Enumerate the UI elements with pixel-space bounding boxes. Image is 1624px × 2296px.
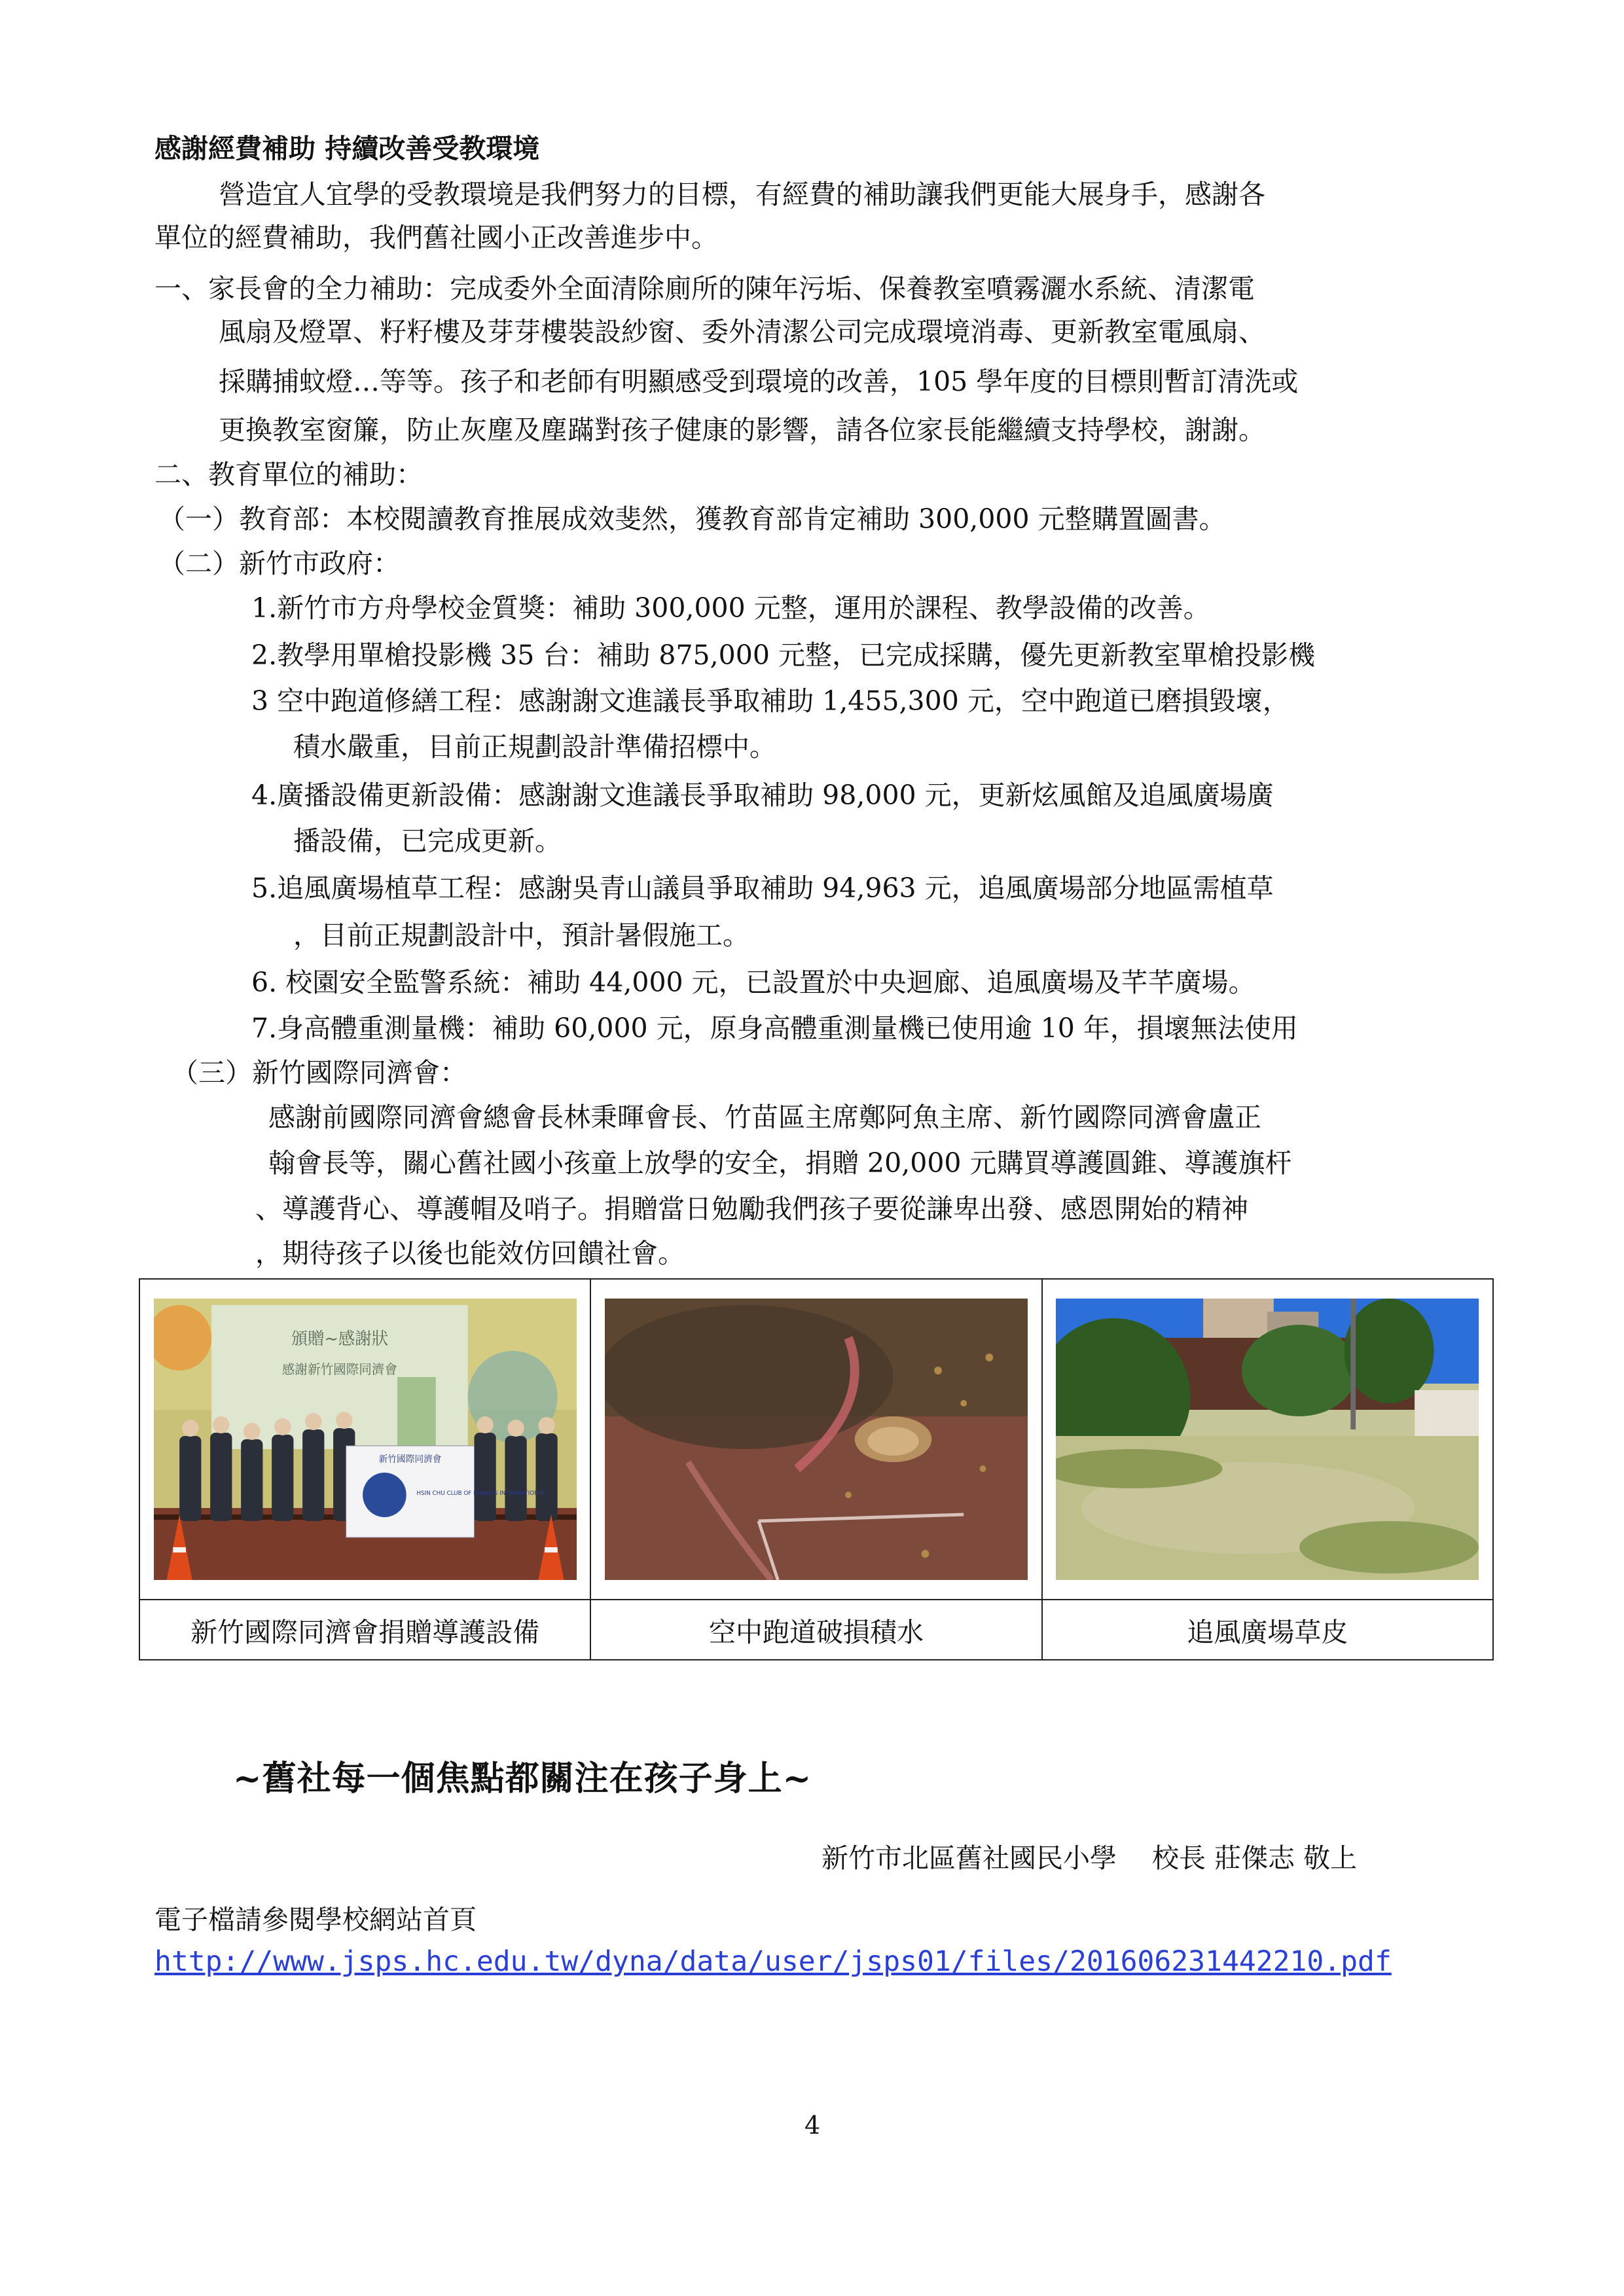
sub2-item-4: 4.廣播設備更新設備：感謝謝文進議長爭取補助 98,000 元，更新炫風館及追風廣場廣 xyxy=(251,780,1274,811)
ebook-link[interactable]: http://www.jsps.hc.edu.tw/dyna/data/user/jsps01/files/201606231442210.pdf xyxy=(154,1945,1392,1978)
screen-text-1: 頒贈~感謝狀 xyxy=(291,1329,388,1350)
sub3-line-3: 、導護背心、導護帽及哨子。捐贈當日勉勵我們孩子要從謙卑出發、感恩開始的精神 xyxy=(255,1193,1248,1225)
sub3-line-1: 感謝前國際同濟會總會長林秉暉會長、竹苗區主席鄭阿魚主席、新竹國際同濟會盧正 xyxy=(268,1102,1261,1133)
sub2-item-2: 2.教學用單槍投影機 35 台：補助 875,000 元整，已完成採購，優先更新教室單槍投影機 xyxy=(251,639,1315,671)
sub2-item-5-cont: ，目前正規劃設計中，預計暑假施工。 xyxy=(293,920,749,951)
sub3-title: （三）新竹國際同濟會： xyxy=(171,1057,467,1088)
section-heading: 感謝經費補助 持續改善受教環境 xyxy=(154,133,540,164)
sub2-item-3-cont: 積水嚴重，目前正規劃設計準備招標中。 xyxy=(293,731,776,762)
item1-line-4: 更換教室窗簾，防止灰塵及塵蹣對孩子健康的影響，請各位家長能繼續支持學校，謝謝。 xyxy=(219,414,1265,446)
intro-line-2: 單位的經費補助，我們舊社國小正改善進步中。 xyxy=(154,222,718,253)
sub2-item-7: 7.身高體重測量機：補助 60,000 元，原身高體重測量機已使用逾 10 年，損壞無法使用 xyxy=(251,1013,1298,1044)
signature: 新竹市北區舊社國民小學 校長 莊傑志 敬上 xyxy=(821,1842,1358,1874)
ebook-note: 電子檔請參閱學校網站首頁 xyxy=(154,1904,477,1935)
ceremony-photo xyxy=(154,1299,577,1580)
sub3-line-4: ，期待孩子以後也能效仿回饋社會。 xyxy=(255,1238,685,1269)
sub2-item-4-cont: 播設備，已完成更新。 xyxy=(293,825,562,857)
photo-table xyxy=(139,1278,1494,1660)
photo-caption-3: 追風廣場草皮 xyxy=(1042,1600,1493,1660)
photo-caption-2: 空中跑道破損積水 xyxy=(590,1600,1041,1660)
photo-caption-1: 新竹國際同濟會捐贈導護設備 xyxy=(139,1600,590,1660)
item2-title: 二、教育單位的補助： xyxy=(154,459,423,490)
item1-line-3: 採購捕蚊燈…等等。孩子和老師有明顯感受到環境的改善，105 學年度的目標則暫訂清洗或 xyxy=(219,366,1299,397)
intro-line-1: 營造宜人宜學的受教環境是我們努力的目標，有經費的補助讓我們更能大展身手，感謝各 xyxy=(219,179,1265,210)
page-number: 4 xyxy=(804,2111,821,2140)
banner-text: 新竹國際同濟會 xyxy=(378,1454,442,1465)
sub2-item-1: 1.新竹市方舟學校金質獎：補助 300,000 元整，運用於課程、教學設備的改善。 xyxy=(251,592,1210,624)
sub2-item-5: 5.追風廣場植草工程：感謝吳青山議員爭取補助 94,963 元，追風廣場部分地區需植草 xyxy=(251,872,1274,904)
sub2-item-6: 6. 校園安全監警系統：補助 44,000 元，已設置於中央迴廊、追風廣場及芊芊廣場。 xyxy=(251,967,1255,998)
damaged-track-photo xyxy=(605,1299,1028,1580)
plaza-lawn-photo xyxy=(1056,1299,1479,1580)
banner-text-en: HSIN CHU CLUB OF KIWANIS INTERNATIONAL xyxy=(416,1490,546,1498)
photo-cell-ceremony xyxy=(139,1279,590,1600)
sub2-item-3: 3 空中跑道修繕工程：感謝謝文進議長爭取補助 1,455,300 元，空中跑道已磨損毀壞， xyxy=(251,685,1290,717)
screen-text-2: 感謝新竹國際同濟會 xyxy=(281,1361,397,1378)
sub3-line-2: 翰會長等，關心舊社國小孩童上放學的安全，捐贈 20,000 元購買導護圓錐、導護旗杆 xyxy=(268,1147,1292,1179)
photo-cell-lawn xyxy=(1042,1279,1493,1600)
photo-cell-track xyxy=(590,1279,1041,1600)
slogan: ~舊社每一個焦點都關注在孩子身上~ xyxy=(233,1759,812,1799)
sub1-line: （一）教育部：本校閱讀教育推展成效斐然，獲教育部肯定補助 300,000 元整購置圖書。 xyxy=(158,503,1226,535)
sub2-title: （二）新竹市政府： xyxy=(158,548,400,579)
item1-line-1: 一、家長會的全力補助：完成委外全面清除廁所的陳年污垢、保養教室噴霧灑水系統、清潔電 xyxy=(154,273,1255,304)
item1-line-2: 風扇及燈罩、籽籽樓及芽芽樓裝設紗窗、委外清潔公司完成環境消毒、更新教室電風扇、 xyxy=(219,316,1265,348)
